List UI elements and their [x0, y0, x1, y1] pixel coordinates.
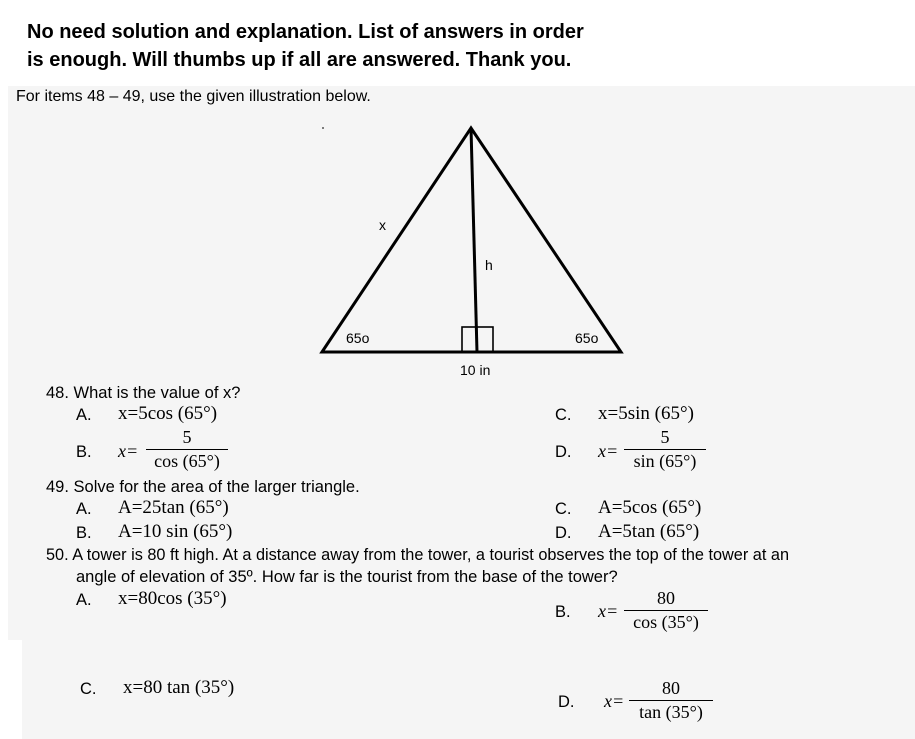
label-h: h [485, 257, 493, 273]
q48-d-num: 5 [624, 427, 706, 450]
q50-b-fraction [624, 588, 708, 633]
q50-stem-line2: angle of elevation of 35º. How far is the tourist from the base of the tower? [76, 568, 618, 586]
q49-a-letter: A. [76, 500, 92, 518]
q48-b-letter: B. [76, 443, 92, 461]
q50-b-letter: B. [555, 603, 571, 621]
intro-text: For items 48 – 49, use the given illustration below. [16, 88, 371, 105]
q50-a-expr: x=80cos (35°) [118, 588, 227, 609]
q50-b-den: cos (35°) [633, 612, 699, 632]
q50-d-num: 80 [629, 678, 713, 701]
q50-b-num: 80 [624, 588, 708, 611]
q50-d-lhs: x= [604, 691, 625, 711]
q49-b-expr: A=10 sin (65°) [118, 521, 233, 542]
q48-c-letter: C. [555, 406, 572, 424]
angle-right-label: 65o [575, 330, 599, 346]
q49-a-expr: A=25tan (65°) [118, 497, 229, 518]
q49-d-expr: A=5tan (65°) [598, 521, 700, 542]
q49-d-letter: D. [555, 524, 572, 542]
q50-a-letter: A. [76, 591, 92, 609]
q48-b-num: 5 [146, 427, 228, 450]
height-line [471, 128, 477, 352]
q48-b-fraction [146, 427, 228, 472]
q50-b-lhs: x= [598, 601, 619, 621]
q48-c-expr: x=5sin (65°) [598, 403, 694, 424]
q48-b-den: cos (65°) [154, 451, 220, 471]
angle-left-label: 65o [346, 330, 370, 346]
q48-a-expr: x=5cos (65°) [118, 403, 218, 424]
q48-stem: 48. What is the value of x? [46, 384, 241, 402]
q48-d-fraction [624, 427, 706, 472]
q50-d-fraction [629, 678, 713, 723]
q48-a-letter: A. [76, 406, 92, 424]
q48-b-lhs: x= [118, 441, 139, 461]
base-label: 10 in [460, 362, 491, 378]
q48-d-letter: D. [555, 443, 572, 461]
q49-b-letter: B. [76, 524, 92, 542]
request-line-1: No need solution and explanation. List of answers in order [27, 21, 584, 43]
q50-d-letter: D. [558, 693, 575, 711]
request-line-2: is enough. Will thumbs up if all are answered. Thank you. [27, 49, 572, 71]
q50-stem-line1: 50. A tower is 80 ft high. At a distance away from the tower, a tourist observes the top of the tower at an [46, 546, 790, 564]
q49-stem: 49. Solve for the area of the larger triangle. [46, 478, 360, 496]
q50-d-den: tan (35°) [639, 702, 703, 722]
label-x: x [379, 217, 386, 233]
q49-c-letter: C. [555, 500, 572, 518]
q50-c-expr: x=80 tan (35°) [123, 677, 235, 698]
q49-c-expr: A=5cos (65°) [598, 497, 702, 518]
q50-c-letter: C. [80, 680, 97, 698]
q48-d-den: sin (65°) [633, 451, 697, 471]
q48-d-lhs: x= [598, 441, 619, 461]
